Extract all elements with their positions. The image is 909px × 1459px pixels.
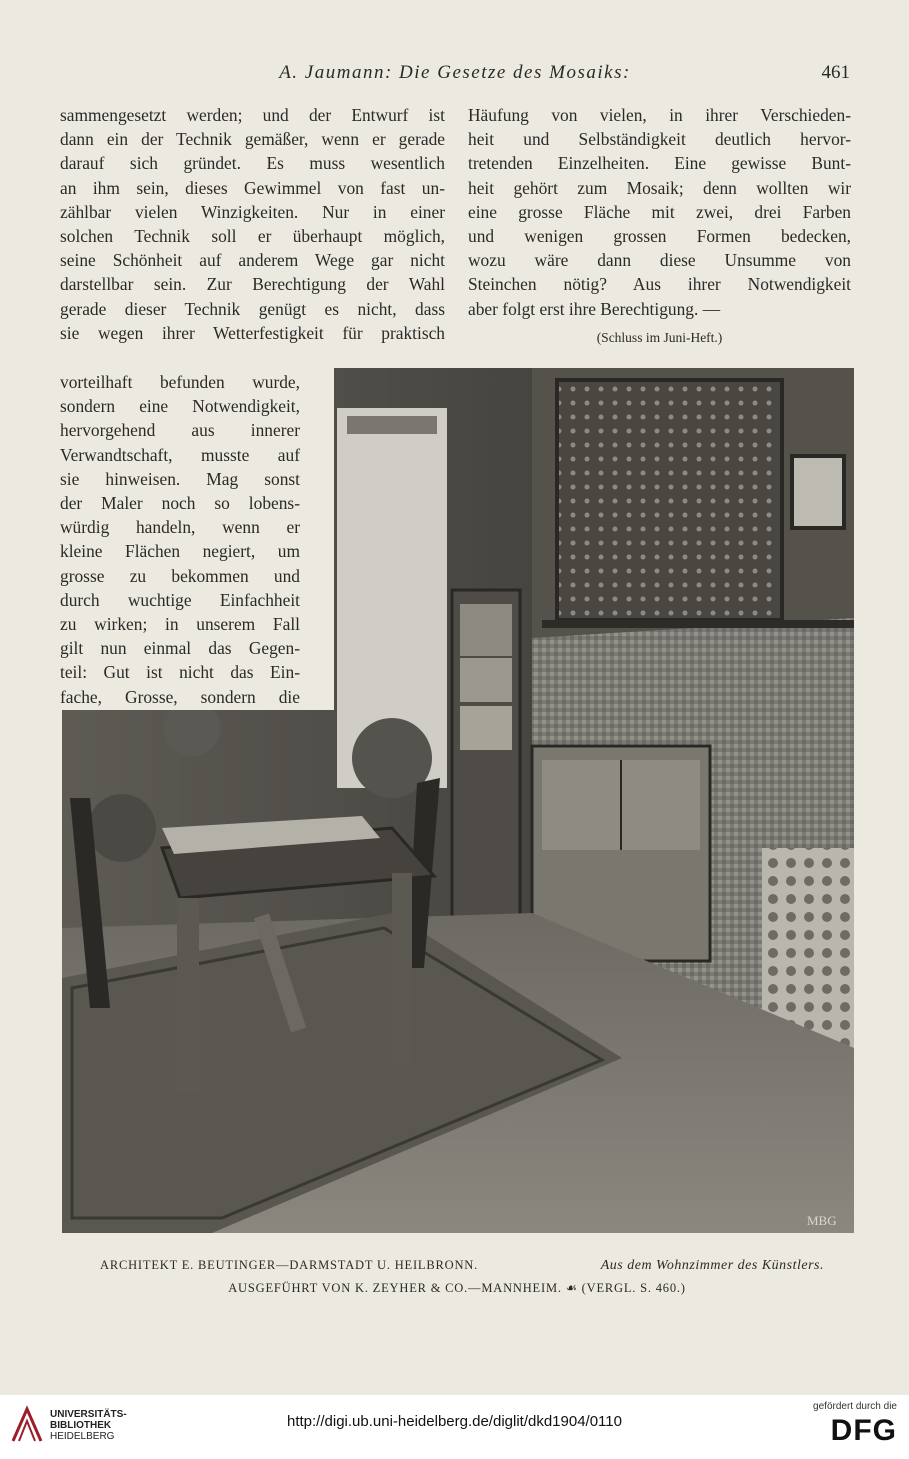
photo-monogram: MBG [807,1213,837,1228]
continuation-note: (Schluss im Juni-Heft.) [596,330,723,345]
text-line: sie hinweisen. Mag sonst [60,468,300,489]
text-line: teil: Gut ist nicht das Ein- [60,662,300,683]
library-name-line: BIBLIOTHEK [50,1420,112,1431]
text-line: aber folgt erst ihre Berechtigung. — [468,298,721,319]
text-line: Verwandtschaft, musste auf [60,444,300,465]
caption-architect: ARCHITEKT E. BEUTINGER—DARMSTADT U. HEILBRONN. [100,1258,479,1272]
text-line: solchen Technik soll er überhaupt möglich, [60,226,445,247]
text-line: an ihm sein, dieses Gewimmel von fast un- [60,177,445,198]
funder-block [797,1401,897,1448]
text-line: würdig handeln, wenn er [60,517,300,538]
text-line: und wenigen grossen Formen bedecken, [468,226,851,247]
right-column-text [468,103,851,321]
text-line: eine grosse Fläche mit zwei, drei Farben [468,201,851,222]
text-line: Steinchen nötig? Aus ihrer Notwendigkeit [468,274,851,295]
text-line: tretenden Einzelheiten. Eine gewisse Bunt- [468,153,851,174]
running-head [60,62,850,90]
text-line: darauf sich gründet. Es muss wesentlich [60,153,445,174]
text-line: zu wirken; in unserem Fall [60,614,300,635]
library-name-line: UNIVERSITÄTS- [50,1409,127,1420]
text-line: durch wuchtige Einfachheit [60,589,300,610]
text-line: gilt nun einmal das Gegen- [60,638,300,659]
text-line: sie wegen ihrer Wetterfestigkeit für praktisch [60,322,445,343]
funder-text: gefördert durch die [813,1401,897,1412]
text-line: dann ein der Technik gemäßer, wenn er gerade [60,129,445,150]
text-line: gerade dieser Technik genügt es nicht, dass [60,298,445,319]
text-line: grosse zu bekommen und [60,565,300,586]
interior-photograph [62,368,854,1233]
caption-executed: AUSGEFÜHRT VON K. ZEYHER & CO.—MANNHEIM. ☙ (VERGL. S. 460.) [228,1281,686,1295]
text-line: heit und Selbständigkeit deutlich hervor- [468,129,851,150]
photo-illustration [62,368,854,1233]
text-line: vorteilhaft befunden wurde, [60,372,300,392]
text-line: fache, Grosse, sondern die [60,686,300,707]
text-line: kleine Flächen negiert, um [60,541,300,562]
text-line: seine Schönheit auf anderem Wege gar nicht [60,250,445,271]
left-column-text [60,103,445,345]
text-line: Häufung von vielen, in ihrer Verschieden- [468,105,851,125]
text-line: zählbar vielen Winzigkeiten. Nur in einer [60,201,445,222]
caption-title: Aus dem Wohnzimmer des Künstlers. [600,1258,824,1273]
permalink-url[interactable]: http://digi.ub.uni-heidelberg.de/diglit/dkd1904/0110 [287,1413,622,1430]
dfg-logo: DFG [830,1414,897,1447]
text-line: darstellbar sein. Zur Berechtigung der Wahl [60,274,445,295]
digitization-footer [0,1395,909,1459]
text-line: der Maler noch so lobens- [60,493,300,514]
text-line: heit gehört zum Mosaik; denn wollten wir [468,177,851,198]
text-line: sammengesetzt werden; und der Entwurf ist [60,105,445,125]
text-line: hervorgehend aus innerer [60,420,300,441]
running-title: A. Jaumann: Die Gesetze des Mosaiks: [279,62,631,83]
library-name-line: HEIDELBERG [50,1431,115,1442]
page-number: 461 [821,62,850,83]
text-line: wozu wäre dann diese Unsumme von [468,250,851,271]
text-line: sondern eine Notwendigkeit, [60,396,300,417]
